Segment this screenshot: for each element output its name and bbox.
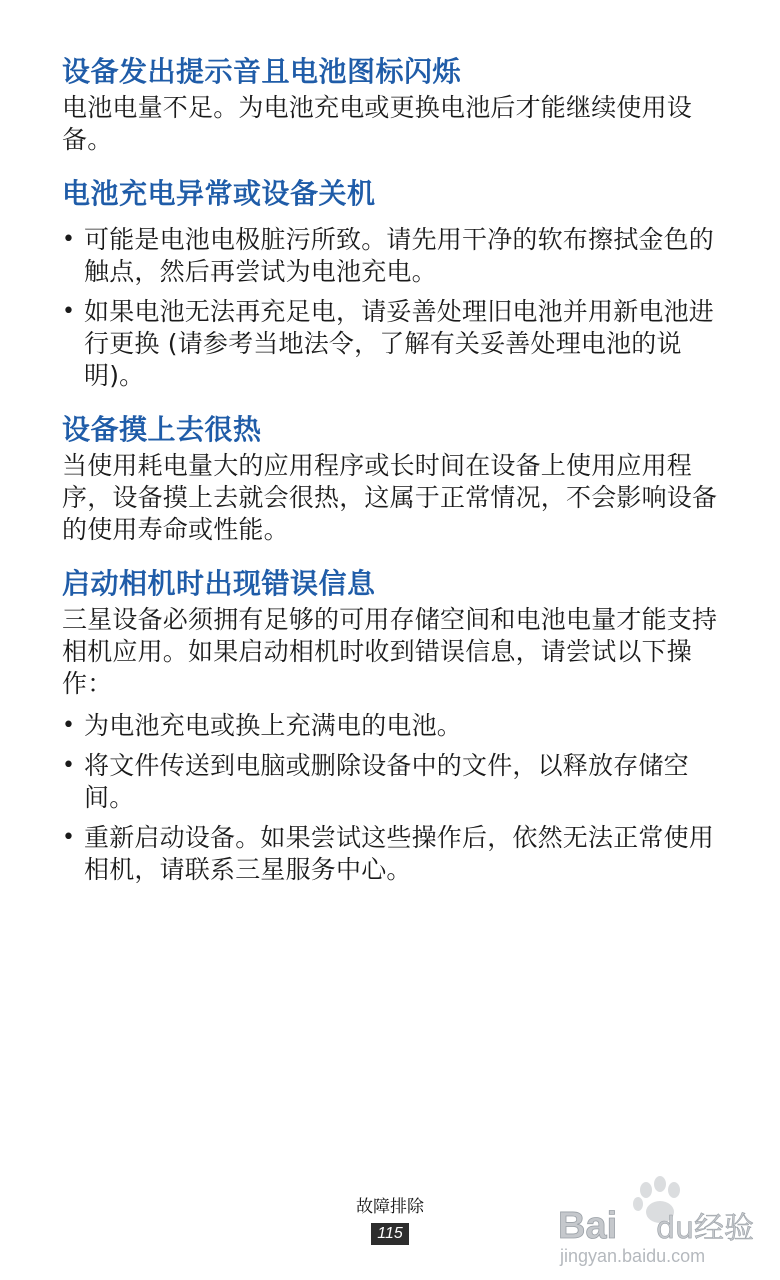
- svg-text:du经验: du经验: [656, 1211, 755, 1246]
- list-item: • 为电池充电或换上充满电的电池。: [62, 711, 463, 740]
- manual-content: [62, 52, 722, 886]
- page-number-badge: 115: [371, 1223, 409, 1245]
- section-heading-charging-issue: 电池充电异常或设备关机: [62, 177, 376, 210]
- list-item: • 如果电池无法再充足电，请妥善处理旧电池并用新电池进行更换 (请参考当地法令，了解有关妥善处理电池的说明)。: [62, 297, 715, 390]
- bullet-list-camera: [62, 710, 722, 886]
- section-paragraph-camera-error: 三星设备必须拥有足够的可用存储空间和电池电量才能支持相机应用。如果启动相机时收到错误信息，请尝试以下操作：: [62, 605, 718, 698]
- bullet-icon: •: [62, 753, 76, 778]
- svg-text:Bai: Bai: [558, 1205, 618, 1247]
- bullet-list-charging: [62, 224, 722, 392]
- list-item: • 重新启动设备。如果尝试这些操作后，依然无法正常使用相机，请联系三星服务中心。: [62, 823, 715, 884]
- bullet-icon: •: [62, 825, 76, 850]
- baidu-watermark-logo: [558, 1168, 758, 1268]
- list-item: • 可能是电池电极脏污所致。请先用干净的软布擦拭金色的触点，然后再尝试为电池充电。: [62, 225, 715, 286]
- section-paragraph-device-hot: 当使用耗电量大的应用程序或长时间在设备上使用应用程序，设备摸上去就会很热，这属于正常情况，不会影响设备的使用寿命或性能。: [62, 451, 718, 544]
- section-heading-battery-warning: 设备发出提示音且电池图标闪烁: [62, 55, 462, 88]
- svg-text:jingyan.baidu.com: jingyan.baidu.com: [560, 1246, 706, 1266]
- bullet-icon: •: [62, 227, 76, 252]
- section-paragraph-battery-warning: 电池电量不足。为电池充电或更换电池后才能继续使用设备。: [62, 93, 693, 154]
- bullet-icon: •: [62, 713, 76, 738]
- list-item: • 将文件传送到电脑或删除设备中的文件，以释放存储空间。: [62, 751, 689, 812]
- footer-section-label: 故障排除: [356, 1197, 424, 1217]
- section-heading-device-hot: 设备摸上去很热: [62, 413, 262, 446]
- bullet-icon: •: [62, 299, 76, 324]
- section-heading-camera-error: 启动相机时出现错误信息: [62, 567, 376, 600]
